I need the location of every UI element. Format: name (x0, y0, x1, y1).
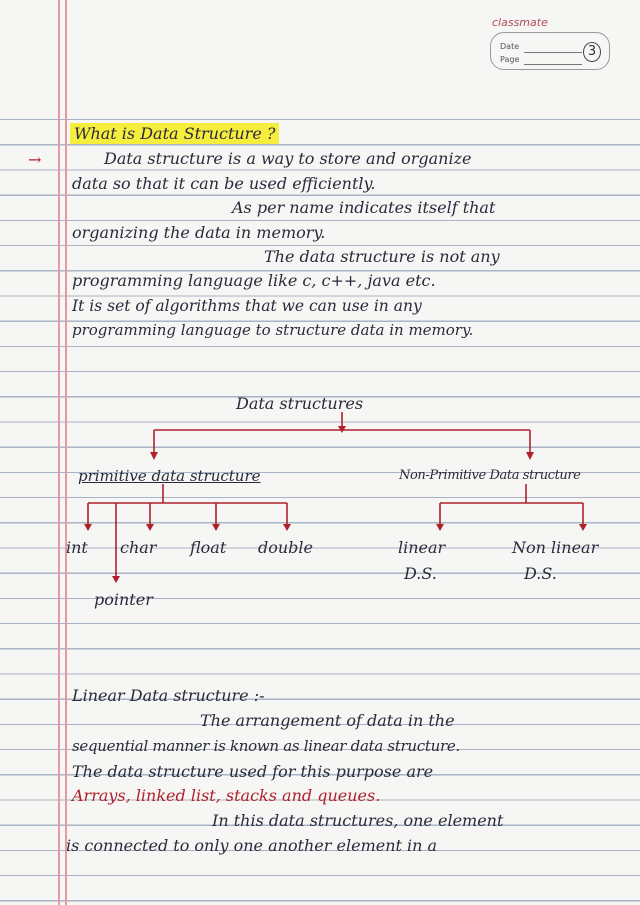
page-number: 3 (583, 42, 601, 62)
non-primitive-type-nonlinear: Non linear (512, 538, 599, 557)
primitive-type-pointer: pointer (94, 590, 153, 609)
date-label: Date (500, 42, 520, 51)
section-line-examples: Arrays, linked list, stacks and queues. (72, 786, 381, 805)
paragraph-line: programming language like c, c++, java etc. (72, 271, 436, 290)
non-primitive-type-linear: linear (398, 538, 446, 557)
section-line: In this data structures, one element (212, 811, 504, 830)
brand-logo: classmate (492, 16, 548, 29)
primitive-type-char: char (120, 538, 157, 557)
arrow-icon: → (28, 150, 42, 169)
paragraph-line: programming language to structure data in memory. (72, 321, 474, 339)
primitive-type-int: int (66, 538, 88, 557)
tree-root-label: Data structures (236, 394, 364, 413)
page-title: What is Data Structure ? (70, 124, 279, 144)
section-heading: Linear Data structure :- (72, 686, 265, 705)
section-line: The arrangement of data in the (200, 711, 455, 730)
section-line: sequential manner is known as linear data structure. (72, 737, 460, 755)
paragraph-line: data so that it can be used efficiently. (72, 174, 376, 193)
paragraph-line: organizing the data in memory. (72, 223, 326, 242)
tree-primitive-label: primitive data structure (78, 467, 261, 485)
section-line: The data structure used for this purpose are (72, 762, 434, 781)
paragraph-line: It is set of algorithms that we can use in any (72, 297, 422, 315)
paragraph-line: The data structure is not any (264, 247, 500, 266)
primitive-type-float: float (190, 538, 227, 557)
paragraph-line: As per name indicates itself that (232, 198, 496, 217)
non-primitive-type-linear-suffix: D.S. (404, 564, 437, 583)
page-label: Page (500, 55, 520, 64)
non-primitive-type-nonlinear-suffix: D.S. (524, 564, 557, 583)
tree-non-primitive-label: Non-Primitive Data structure (399, 468, 581, 483)
section-line: is connected to only one another element in a (66, 836, 438, 855)
paragraph-line: Data structure is a way to store and organize (104, 149, 472, 168)
primitive-type-double: double (258, 538, 314, 557)
